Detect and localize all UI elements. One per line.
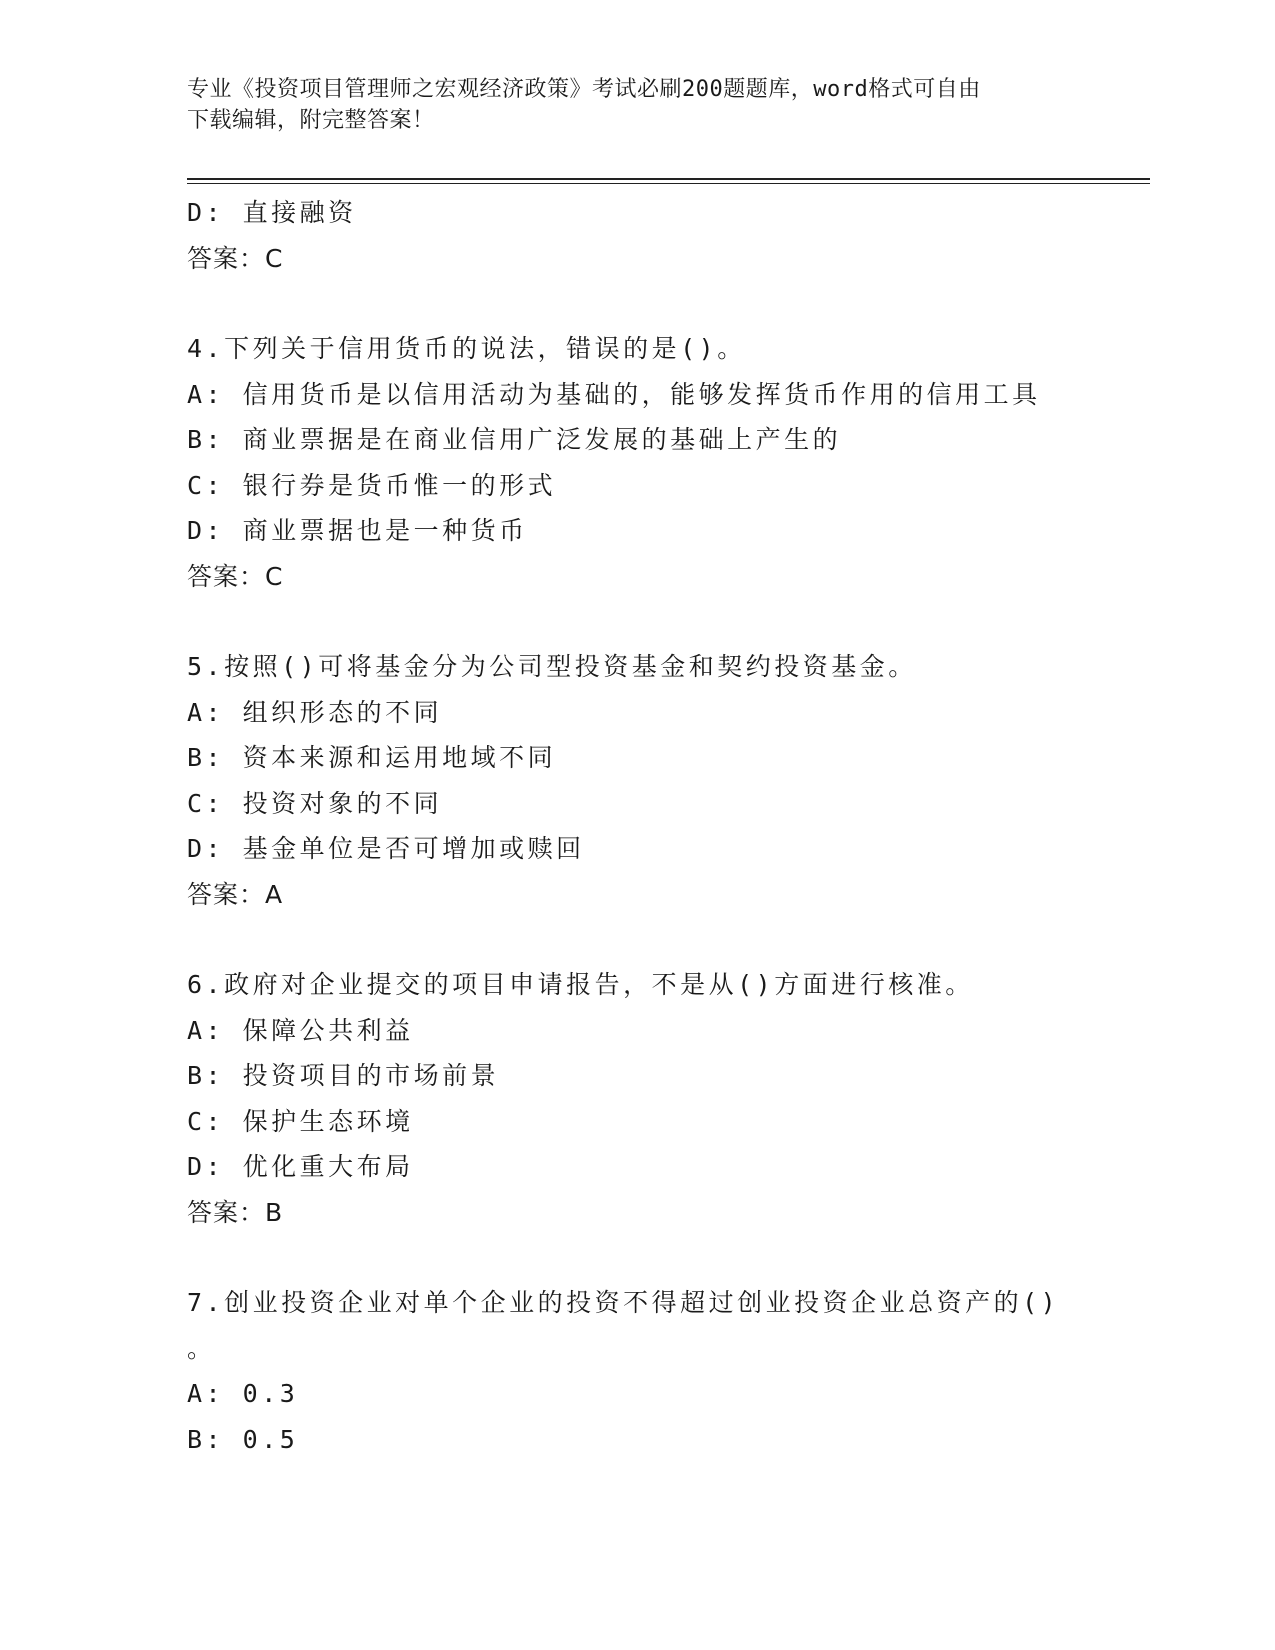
option-c: C: 银行券是货币惟一的形式: [187, 470, 557, 500]
question-3-tail: [187, 190, 1147, 281]
option-b: B: 资本来源和运用地域不同: [187, 743, 557, 772]
option-a: A: 信用货币是以信用活动为基础的，能够发挥货币作用的信用工具: [187, 379, 1041, 409]
option-a: A: 0.3: [187, 1379, 299, 1408]
option-b: B: 0.5: [187, 1424, 299, 1454]
header-divider-thick: [187, 178, 1150, 180]
spacer: [187, 599, 1147, 644]
question-stem: 7.创业投资企业对单个企业的投资不得超过创业投资企业总资产的(): [187, 1288, 1060, 1317]
option-d: D: 基金单位是否可增加或赎回: [187, 834, 585, 863]
question-stem: 5.按照()可将基金分为公司型投资基金和契约投资基金。: [187, 652, 917, 681]
question-stem: 4.下列关于信用货币的说法，错误的是()。: [187, 334, 746, 363]
option-b: B: 投资项目的市场前景: [187, 1061, 500, 1090]
option-c: C: 保护生态环境: [187, 1106, 414, 1136]
answer-line: 答案：C: [187, 243, 284, 273]
option-a: A: 保障公共利益: [187, 1015, 414, 1045]
question-6: [187, 962, 1147, 1235]
spacer: [187, 917, 1147, 962]
question-list: [187, 190, 1147, 1462]
spacer: [187, 281, 1147, 326]
option-a: A: 组织形态的不同: [187, 697, 443, 727]
option-d: D: 直接融资: [187, 198, 357, 227]
question-7: [187, 1280, 1147, 1462]
answer-line: 答案：A: [187, 879, 284, 909]
option-b: B: 商业票据是在商业信用广泛发展的基础上产生的: [187, 425, 842, 454]
question-4: [187, 326, 1147, 599]
spacer: [187, 1235, 1147, 1280]
question-stem: 6.政府对企业提交的项目申请报告，不是从()方面进行核准。: [187, 970, 974, 999]
answer-line: 答案：B: [187, 1197, 284, 1227]
question-stem-continuation: 。: [187, 1333, 216, 1363]
document-header: [187, 74, 1087, 136]
option-d: D: 商业票据也是一种货币: [187, 516, 528, 545]
option-c: C: 投资对象的不同: [187, 788, 443, 818]
header-divider-thin: [187, 183, 1150, 184]
header-line-2: 下载编辑，附完整答案！: [187, 108, 435, 133]
answer-line: 答案：C: [187, 561, 284, 591]
header-line-1: 专业《投资项目管理师之宏观经济政策》考试必刷200题题库，word格式可自由: [187, 77, 981, 102]
option-d: D: 优化重大布局: [187, 1152, 414, 1181]
question-5: [187, 644, 1147, 917]
